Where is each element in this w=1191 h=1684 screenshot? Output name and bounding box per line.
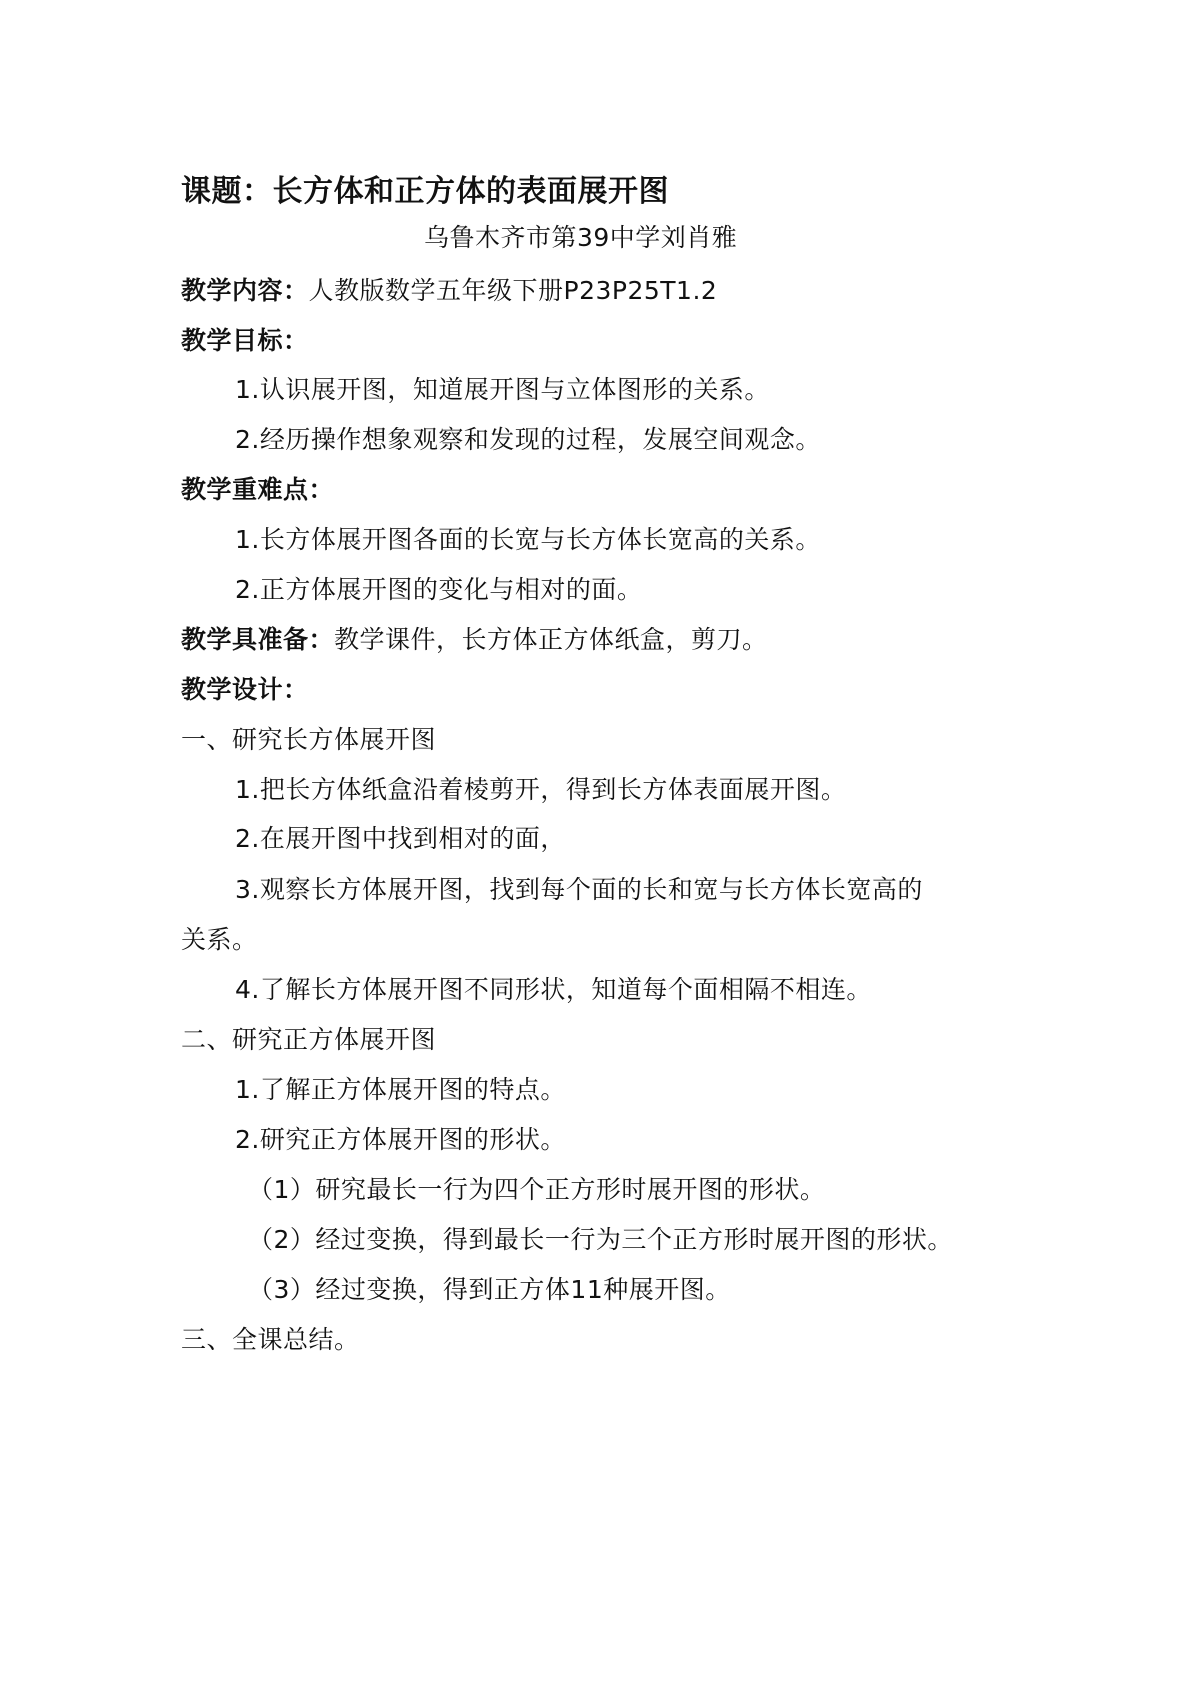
keypoint-item: 2.正方体展开图的变化与相对的面。 (235, 575, 643, 604)
prep-label: 教学具准备： (181, 625, 335, 654)
author-line: 乌鲁木齐市第39中学刘肖雅 (424, 223, 738, 252)
prep-text: 教学课件，长方体正方体纸盒，剪刀。 (334, 625, 768, 654)
section-subitem: （2）经过变换，得到最长一行为三个正方形时展开图的形状。 (248, 1225, 953, 1254)
goal-item: 2.经历操作想象观察和发现的过程，发展空间观念。 (235, 425, 821, 454)
section-heading: 一、研究长方体展开图 (181, 725, 437, 754)
section-item: 2.在展开图中找到相对的面， (235, 824, 566, 853)
prep-line (181, 623, 768, 657)
goals-heading: 教学目标： (181, 326, 309, 355)
content-line (181, 274, 717, 308)
section-subitem: （1）研究最长一行为四个正方形时展开图的形状。 (248, 1175, 826, 1204)
goal-item: 1.认识展开图，知道展开图与立体图形的关系。 (235, 375, 770, 404)
content-text: 人教版数学五年级下册P23P25T1.2 (308, 276, 718, 305)
section-item: 4.了解长方体展开图不同形状，知道每个面相隔不相连。 (235, 975, 872, 1004)
section-item: 2.研究正方体展开图的形状。 (235, 1125, 566, 1154)
section-item: 1.把长方体纸盒沿着棱剪开，得到长方体表面展开图。 (235, 775, 847, 804)
section-subitem: （3）经过变换，得到正方体11种展开图。 (248, 1275, 731, 1304)
design-heading: 教学设计： (181, 675, 309, 704)
keypoint-item: 1.长方体展开图各面的长宽与长方体长宽高的关系。 (235, 525, 821, 554)
section-item-continuation: 关系。 (181, 925, 258, 954)
section-item: 3.观察长方体展开图，找到每个面的长和宽与长方体长宽高的 (235, 875, 923, 904)
section-heading: 二、研究正方体展开图 (181, 1025, 437, 1054)
page-title: 课题：长方体和正方体的表面展开图 (181, 174, 669, 209)
keypoints-heading: 教学重难点： (181, 475, 335, 504)
section-item: 1.了解正方体展开图的特点。 (235, 1075, 566, 1104)
content-label: 教学内容： (181, 276, 309, 305)
section-heading: 三、全课总结。 (181, 1325, 360, 1354)
